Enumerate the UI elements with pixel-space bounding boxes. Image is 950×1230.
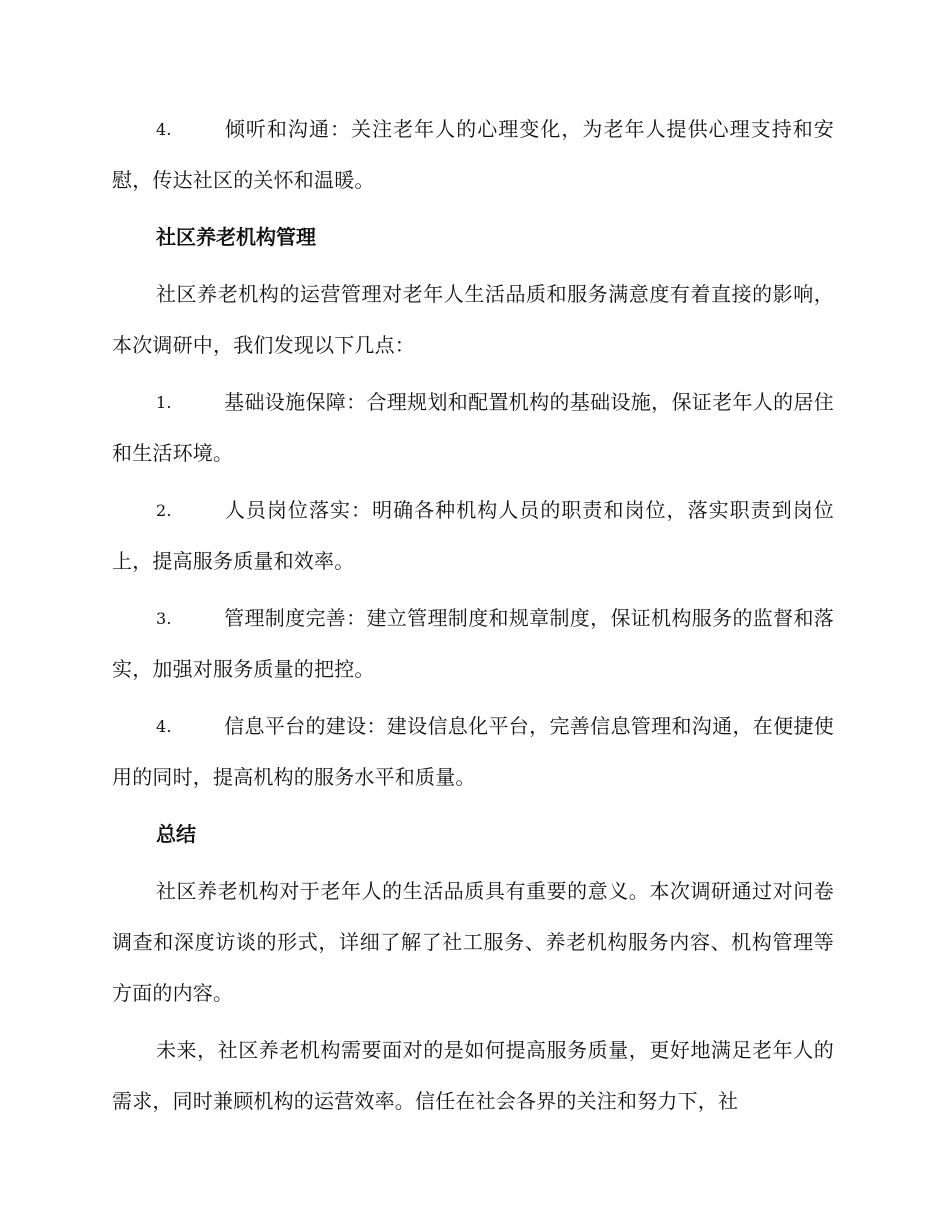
list-item-management-system bbox=[112, 593, 834, 695]
list-item-infrastructure bbox=[112, 377, 834, 479]
list-item-text: 管理制度完善：建立管理制度和规章制度，保证机构服务的监督和落实，加强对服务质量的把控。 bbox=[112, 606, 834, 681]
list-number: 4. bbox=[156, 717, 172, 736]
list-item-text: 人员岗位落实：明确各种机构人员的职责和岗位，落实职责到岗位上，提高服务质量和效率。 bbox=[112, 498, 834, 573]
list-item-staffing bbox=[112, 485, 834, 587]
list-item-information-platform bbox=[112, 701, 834, 803]
section-heading-summary: 总结 bbox=[156, 822, 196, 846]
paragraph-management-intro: 社区养老机构的运营管理对老年人生活品质和服务满意度有着直接的影响，本次调研中，我们发现以下几点： bbox=[112, 282, 834, 357]
list-item-text: 倾听和沟通：关注老年人的心理变化，为老年人提供心理支持和安慰，传达社区的关怀和温暖。 bbox=[112, 117, 834, 192]
list-number: 2. bbox=[156, 501, 172, 520]
list-item-communication bbox=[112, 104, 834, 206]
list-number: 3. bbox=[156, 609, 172, 628]
list-number: 1. bbox=[156, 393, 172, 412]
document-page bbox=[112, 104, 834, 1133]
list-item-text: 信息平台的建设：建设信息化平台，完善信息管理和沟通，在便捷使用的同时，提高机构的服务水平和质量。 bbox=[112, 714, 834, 789]
paragraph-summary-2: 未来，社区养老机构需要面对的是如何提高服务质量，更好地满足老年人的需求，同时兼顾机构的运营效率。信任在社会各界的关注和努力下，社 bbox=[112, 1038, 834, 1113]
paragraph-summary-1: 社区养老机构对于老年人的生活品质具有重要的意义。本次调研通过对问卷调查和深度访谈的形式，详细了解了社工服务、养老机构服务内容、机构管理等方面的内容。 bbox=[112, 879, 834, 1005]
section-heading-management: 社区养老机构管理 bbox=[156, 225, 316, 249]
list-item-text: 基础设施保障：合理规划和配置机构的基础设施，保证老年人的居住和生活环境。 bbox=[112, 390, 834, 465]
list-number: 4. bbox=[156, 120, 172, 139]
